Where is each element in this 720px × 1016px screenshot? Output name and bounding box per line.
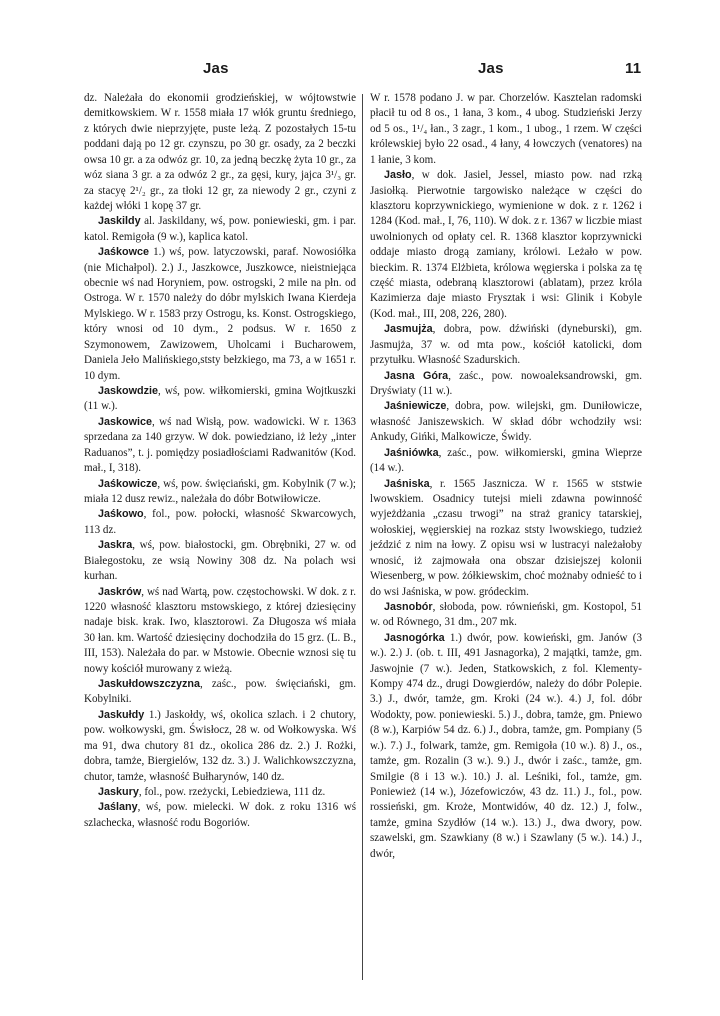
entry-headword: Jasnobór <box>384 600 433 613</box>
entry-headword: Jaskrów <box>98 585 142 598</box>
page-number: 11 <box>625 60 642 77</box>
entry-text: , wś nad Wartą, pow. częstochowski. W dok. z r. 1220 własność klasztoru mstowskiego, z której dziesięciny nadaje bisk. krak. Iwo, klasztorowi. Za Długosza wś miała 30 łan. km. Wartość dziesięciny dochodziła do 15 grz. (L. B., III, 153). Należała do par. w Mstowie. Obecnie wznosi się tu nowy kościół murowany z wieżą. <box>84 585 356 675</box>
left-column <box>84 91 356 831</box>
entry-continuation <box>370 91 642 168</box>
entry-continuation <box>84 91 356 214</box>
entry-headword: Jaskury <box>98 785 139 798</box>
dictionary-entry <box>370 168 642 322</box>
entry-text: , wś, pow. wiłkomierski, gmina Wojtkuszki (11 w.). <box>84 385 356 413</box>
entry-headword: Jasło <box>384 169 412 182</box>
running-head-center: Jas <box>478 60 504 77</box>
dictionary-entry <box>370 446 642 477</box>
dictionary-entry <box>370 477 642 600</box>
entry-text: , w dok. Jasiel, Jessel, miasto pow. nad rzką Jasiołką. Pierwotnie targowisko należące w części do klasztoru koprzywnickiego, wymienione w dok. z r. 1262 i 1284 (Kod. mał., I, 76, 110). W dok. z r. 1367 w liczbie miast uwolnionych od opłaty cel. R. 1368 klasztor koprzywnicki oddaje miasto drogą zamiany, królowi. Leżało w pow. bieckim. R. 1374 Elżbieta, królowa węgierska i polska za tę część miasta, odebraną klasztorowi (ablatam), przez króla Kazimierza daje miasto Frysztak i wsi: Glinik i Kobyle (Kod. mał., III, 208, 226, 280). <box>370 169 642 320</box>
dictionary-entry <box>84 415 356 477</box>
entry-text: , fol., pow. połocki, własność Skwarcowych, 113 dz. <box>84 508 356 536</box>
right-column <box>370 91 642 862</box>
dictionary-entry <box>370 399 642 445</box>
entry-text: , słoboda, pow. równieński, gm. Kostopol, 51 w. od Równego, 31 dm., 207 mk. <box>370 600 642 629</box>
entry-text: 1.) wś, pow. latyczowski, paraf. Nowosiółka (nie Michałpol). 2.) J., Jaszkowce, Juszkowce, nieistniejąca obecnie wś nad Horyniem, pow. ostrogski, 2 mile na płn. od Ostroga. W r. 1570 należy do dóbr mylskich Iwana Kierdeja Mylskiego. W r. 1583 przy Ostrogu, ks. Konst. Ostrogskiego, który wnosi od 10 dym., 2 podsus. W r. 1650 z Szymonowem, Zawizowem, Uholcami i Bucharowem, Daniela Jeło Malińskiego,ststy bełzkiego, ma 73, a w 1651 r. 10 dym. <box>84 246 356 382</box>
dictionary-entry <box>84 507 356 538</box>
dictionary-entry <box>84 585 356 678</box>
dictionary-entry <box>84 708 356 785</box>
entry-headword: Jaskułdowszczyzna <box>98 678 201 691</box>
dictionary-entry <box>84 384 356 415</box>
dictionary-entry <box>84 214 356 245</box>
entry-headword: Jaśkowce <box>98 246 150 259</box>
entry-headword: Jaśniówka <box>384 446 439 459</box>
entry-text: , zaśc., pow. wiłkomierski, gmina Wieprze (14 w.). <box>370 446 642 475</box>
entry-text: , zaśc., pow. święciański, gm. Kobylniki. <box>84 678 356 706</box>
dictionary-entry <box>84 800 356 831</box>
dictionary-entry <box>370 322 642 368</box>
dictionary-entry <box>370 600 642 631</box>
entry-headword: Jaskułdy <box>98 708 145 721</box>
dictionary-entry <box>370 369 642 400</box>
entry-headword: Jaskowice <box>98 415 153 428</box>
entry-text: W r. 1578 podano J. w par. Chorzelów. Kasztelan radomski płacił tu od 8 os., 1 łana, 3 kom., 4 ubog. Studzieński Jerzy od 5 os., 1¹/₄ łan., 3 zagr., 1 kom., 1 ubog., 1 rzem. W części królewskiej było 22 osad., 4 łany, 4 łowczych (venatores) na 1 łanie, 3 kom. <box>370 92 642 166</box>
entry-headword: Jaślany <box>98 801 138 814</box>
column-divider <box>362 94 363 980</box>
entry-headword: Jasnogórka <box>384 631 445 644</box>
entry-text: 1.) dwór, pow. kowieński, gm. Janów (3 w.). 2.) J. (ob. t. III, 491 Jasnagorka), 2 majątki, tamże, gm. Jaswojnie (7 w.). Jeden, Statkowskich, z fol. Klementy-Kompy 474 dz., drugi Dowgierdów, należy do dóbr Polepie. 3.) J., dwór, tamże, gm. Kroki (24 w.). 4.) J, fol. dóbr Wodokty, pow. poniewieski. 5.) J., dobra, tamże, gm. Pniewo (8 w.), Karpiów 54 dz. 6.) J., dobra, tamże, gm. Pompiany (5 w.). 7.) J., folwark, tamże, gm. Remigoła (10 w.). 8) J., os., tamże, gm. Rozalin (3 w.). 9.) J., dwór i zaśc., tamże, gm. Smilgie (8 i 13 w.). 10.) J. al. Leśniki, fol., tamże, gm. Poniewież (14 w.), Józefowiczów, 43 dz. 11.) J., fol., pow. rossieński, gm. Kroże, Montwidów, 40 dz. 12.) J, folw., tamże, gmina Szydłów (14 w.). 13.) J., dwa dwory, pow. szawelski, gm. Szawkiany (8 w.) i Szawlany (5 w.). 14.) J., dwór, <box>370 631 642 860</box>
entry-headword: Jaśkowicze <box>98 477 158 490</box>
entry-text: , wś, pow. białostocki, gm. Obrębniki, 27 w. od Białegostoku, ze wsią Nowiny 308 dz. Na polach wsi kurhan. <box>84 539 356 583</box>
entry-text: , wś, pow. święciański, gm. Kobylnik (7 w.); miała 12 dusz rewiz., należała do dóbr Botwiłowicze. <box>84 477 356 505</box>
entry-headword: Jaśkowo <box>98 508 144 521</box>
dictionary-entry <box>84 677 356 708</box>
entry-headword: Jaśniska <box>384 477 430 490</box>
running-head-left: Jas <box>203 60 229 77</box>
entry-headword: Jasmujża <box>384 323 433 336</box>
entry-text: , wś, pow. mielecki. W dok. z roku 1316 wś szlachecka, własność rodu Bogoriów. <box>84 801 356 829</box>
dictionary-entry <box>84 785 356 800</box>
entry-text: 1.) Jaskołdy, wś, okolica szlach. i 2 chutory, pow. wołkowyski, gm. Świsłocz, 28 w. od Wołkowyska. Wś ma 91, dwa chutory 81 dz., okolica 286 dz. 2.) J. Rożki, dobra, tamże, Biergielów, 132 dz. 3.) J. Walichkowszczyzna, chutor, tamże, własność Bułharynów, 140 dz. <box>84 708 356 783</box>
entry-headword: Jaskowdzie <box>98 385 159 398</box>
entry-headword: Jaskildy <box>98 215 141 228</box>
entry-text: dz. Należała do ekonomii grodzieńskiej, w wójtowstwie demitkowskiem. W r. 1558 miała 17 włók gruntu średniego, z których dwie nieprzyjęte, puste leżą. Z pozostałych 15-tu poddani dają po 12 gr. czynszu, po 30 gr. osady, za 2 beczki owsa 10 gr. a za odwóz gr. 10, za jedną beczkę żyta 10 gr., za wóz siana 3 gr. a za odwóz 2 gr., za gęsi, kury, jajca 3¹/₃ gr. za stacyę 2¹/₂ gr., za tłoki 12 gr, za niewody 2 gr., czyni z każdej włóki 1 kopę 37 gr. <box>84 92 356 212</box>
entry-headword: Jasna Góra <box>384 369 449 382</box>
dictionary-entry <box>370 631 642 862</box>
dictionary-entry <box>84 477 356 508</box>
dictionary-entry <box>84 245 356 384</box>
entry-text: , wś nad Wisłą, pow. wadowicki. W r. 1363 sprzedana za 140 grzyw. W dok. powiedziano, iż leży „inter Raduanos”, t. j. pomiędzy posiadłościami Radwanitów (Kod. mał., I, 318). <box>84 415 356 475</box>
entry-text: al. Jaskildany, wś, pow. poniewieski, gm. i par. katol. Remigoła (9 w.), kaplica katol. <box>84 215 356 243</box>
entry-text: , fol., pow. rzeżycki, Lebiedziewa, 111 dz. <box>138 785 326 798</box>
entry-text: , r. 1565 Jasznicza. W r. 1565 w ststwie lwowskiem. Osadnicy tutejsi mieli zdawna powinność wyjeżdżania „czasu trwogi” na straż granicy tatarskiej, wołoskiej, węgierskiej na rozkaz ststy lwowskiego, tudzież jeździć z nim na łowy. Z opisu wsi w lustracyi należałoby wnosić, iż zajmowała ona obszar dzisiejszej kolonii Wiesenberg, w pow. żółkiewskim, choć możnaby odnieść to i do wsi Jaśniska, w pow. gródeckim. <box>370 477 642 598</box>
entry-text: , dobra, pow. wilejski, gm. Duniłowicze, własność Janiszewskich. W skład dóbr wchodziły wsi: Ankudy, Gińki, Malkowicze, Świdy. <box>370 400 642 444</box>
entry-text: , dobra, pow. dźwiński (dyneburski), gm. Jasmujża, 37 w. od mta pow., kościół katolicki, dom przytułku. Własność Szadurskich. <box>370 323 642 367</box>
dictionary-entry <box>84 538 356 584</box>
entry-headword: Jaśniewicze <box>384 400 447 413</box>
entry-headword: Jaskra <box>98 539 133 552</box>
entry-text: , zaśc., pow. nowoaleksandrowski, gm. Dryświaty (11 w.). <box>370 369 642 398</box>
